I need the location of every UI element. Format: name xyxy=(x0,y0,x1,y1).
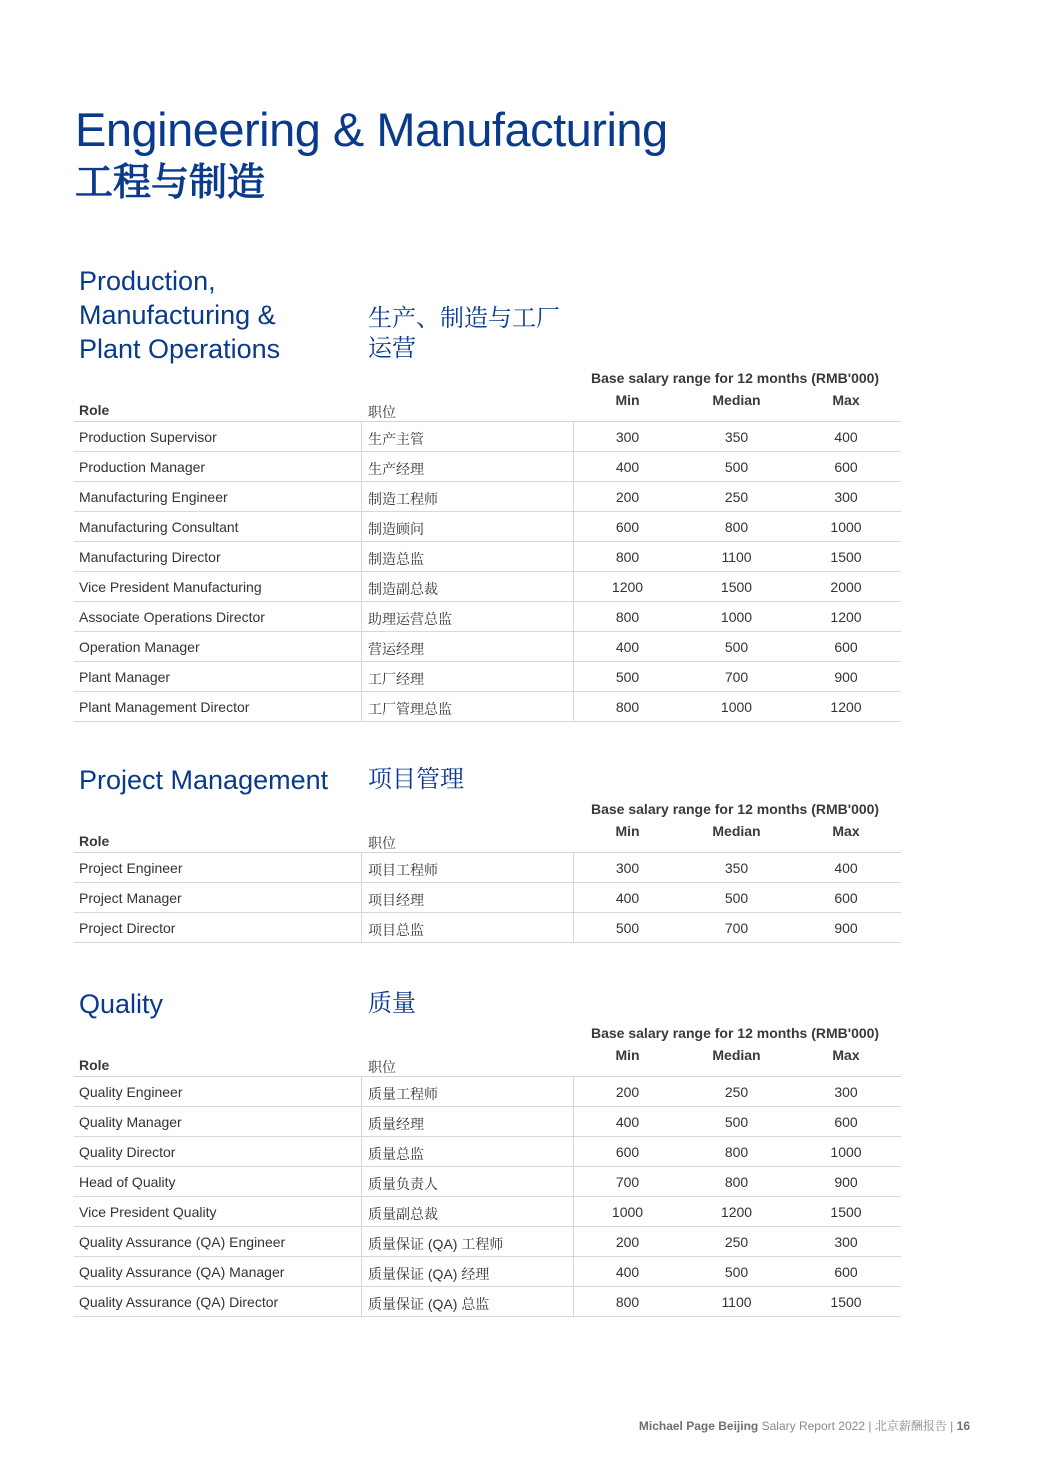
salary-table xyxy=(74,1047,901,1317)
cell-role-cn: 质量负责人 xyxy=(368,1176,438,1192)
cell-median: 1100 xyxy=(721,1294,752,1310)
salary-range-caption: Base salary range for 12 months (RMB'000) xyxy=(591,370,880,386)
cell-median: 500 xyxy=(724,1114,749,1130)
cell-min: 200 xyxy=(615,1084,640,1100)
cell-role: Head of Quality xyxy=(79,1174,176,1190)
cell-role-cn: 营运经理 xyxy=(368,641,424,657)
section-title-cn xyxy=(368,304,560,364)
footer-separator: | xyxy=(868,1419,872,1433)
table-row xyxy=(74,1137,901,1167)
cell-median: 500 xyxy=(724,1264,749,1280)
cell-role-cn: 项目总监 xyxy=(368,922,424,938)
cell-role: Vice President Manufacturing xyxy=(79,579,262,595)
section-title-cn-line: 项目管理 xyxy=(368,766,464,793)
table-row xyxy=(74,853,901,883)
cell-max: 1500 xyxy=(830,549,862,565)
cell-median: 800 xyxy=(724,1144,749,1160)
cell-role: Project Manager xyxy=(79,890,182,906)
cell-role: Operation Manager xyxy=(79,639,200,655)
table-row xyxy=(74,512,901,542)
cell-max: 1500 xyxy=(830,1294,862,1310)
cell-max: 900 xyxy=(834,669,858,685)
cell-max: 1200 xyxy=(830,699,862,715)
table-header xyxy=(74,392,901,422)
cell-min: 600 xyxy=(615,519,640,535)
table-row xyxy=(74,1167,901,1197)
section-title-en xyxy=(79,987,163,1021)
column-divider xyxy=(573,853,574,943)
cell-min: 300 xyxy=(615,429,640,445)
table-row xyxy=(74,542,901,572)
header-role: Role xyxy=(79,1057,110,1073)
cell-max: 400 xyxy=(834,429,858,445)
table-header xyxy=(74,1047,901,1077)
section-title-en xyxy=(79,264,280,366)
cell-min: 300 xyxy=(615,860,640,876)
table-row xyxy=(74,1107,901,1137)
cell-min: 800 xyxy=(615,1294,640,1310)
cell-median: 700 xyxy=(724,920,749,936)
salary-table xyxy=(74,392,901,722)
cell-role-cn: 项目工程师 xyxy=(368,862,438,878)
page-title-cn: 工程与制造 xyxy=(75,162,266,204)
header-min: Min xyxy=(615,392,640,408)
cell-median: 350 xyxy=(724,860,749,876)
table-row xyxy=(74,692,901,722)
header-max: Max xyxy=(832,1047,860,1063)
cell-max: 600 xyxy=(834,639,858,655)
cell-median: 250 xyxy=(724,489,749,505)
cell-min: 400 xyxy=(615,1114,640,1130)
table-row xyxy=(74,1287,901,1317)
cell-median: 250 xyxy=(724,1234,749,1250)
section-title-en xyxy=(79,763,328,797)
cell-role: Plant Manager xyxy=(79,669,171,685)
cell-max: 400 xyxy=(834,860,858,876)
section-title-cn xyxy=(368,765,464,795)
header-median: Median xyxy=(712,823,761,839)
cell-role-cn: 工厂经理 xyxy=(368,671,424,687)
cell-min: 1200 xyxy=(611,579,644,595)
cell-min: 800 xyxy=(615,549,640,565)
cell-max: 300 xyxy=(834,1234,858,1250)
column-divider xyxy=(573,1077,574,1317)
cell-max: 600 xyxy=(834,1264,858,1280)
column-divider xyxy=(361,422,362,722)
table-row xyxy=(74,1197,901,1227)
cell-role: Plant Management Director xyxy=(79,699,250,715)
cell-role: Associate Operations Director xyxy=(79,609,265,625)
cell-max: 300 xyxy=(834,489,858,505)
cell-role: Quality Assurance (QA) Director xyxy=(79,1294,279,1310)
cell-median: 1100 xyxy=(721,549,752,565)
table-row xyxy=(74,452,901,482)
cell-max: 600 xyxy=(834,890,858,906)
cell-min: 400 xyxy=(615,639,640,655)
cell-median: 1200 xyxy=(720,1204,753,1220)
footer-report-cn: 北京薪酬报告 xyxy=(874,1419,947,1433)
cell-role-cn: 质量工程师 xyxy=(368,1086,438,1102)
table-row xyxy=(74,482,901,512)
cell-min: 400 xyxy=(615,1264,640,1280)
cell-role-cn: 制造总监 xyxy=(368,551,424,567)
cell-max: 900 xyxy=(834,1174,858,1190)
column-divider xyxy=(361,1077,362,1317)
cell-role: Manufacturing Director xyxy=(79,549,221,565)
salary-table xyxy=(74,823,901,943)
cell-median: 350 xyxy=(724,429,749,445)
footer-separator: | xyxy=(950,1419,954,1433)
header-median: Median xyxy=(712,392,761,408)
cell-role-cn: 助理运营总监 xyxy=(368,611,452,627)
cell-role-cn: 制造副总裁 xyxy=(368,581,438,597)
cell-min: 200 xyxy=(615,489,640,505)
cell-role-cn: 工厂管理总监 xyxy=(368,701,452,717)
cell-max: 1000 xyxy=(830,519,862,535)
cell-median: 800 xyxy=(724,1174,749,1190)
footer-report: Salary Report 2022 xyxy=(761,1419,865,1433)
cell-min: 200 xyxy=(615,1234,640,1250)
header-max: Max xyxy=(832,823,860,839)
cell-median: 500 xyxy=(724,890,749,906)
header-role-cn: 职位 xyxy=(368,835,396,851)
cell-role-cn: 质量保证 (QA) 经理 xyxy=(368,1266,490,1282)
cell-min: 700 xyxy=(615,1174,640,1190)
table-row xyxy=(74,1227,901,1257)
cell-max: 1200 xyxy=(830,609,862,625)
cell-min: 500 xyxy=(615,920,640,936)
cell-role: Production Supervisor xyxy=(79,429,217,445)
cell-role: Vice President Quality xyxy=(79,1204,217,1220)
cell-max: 900 xyxy=(834,920,858,936)
header-role: Role xyxy=(79,833,110,849)
header-role-cn: 职位 xyxy=(368,1059,396,1075)
salary-range-caption: Base salary range for 12 months (RMB'000) xyxy=(591,801,880,817)
cell-role: Quality Director xyxy=(79,1144,176,1160)
cell-role: Quality Engineer xyxy=(79,1084,183,1100)
cell-min: 500 xyxy=(615,669,640,685)
cell-role-cn: 制造顾问 xyxy=(368,521,424,537)
table-row xyxy=(74,632,901,662)
cell-max: 1500 xyxy=(830,1204,862,1220)
section-title-cn-line: 运营 xyxy=(368,335,416,362)
cell-role-cn: 项目经理 xyxy=(368,892,424,908)
cell-median: 250 xyxy=(724,1084,749,1100)
cell-max: 1000 xyxy=(830,1144,862,1160)
cell-role-cn: 生产经理 xyxy=(368,461,424,477)
table-row xyxy=(74,1257,901,1287)
header-role: Role xyxy=(79,402,110,418)
table-row xyxy=(74,1077,901,1107)
cell-role-cn: 质量经理 xyxy=(368,1116,424,1132)
section-title-en-line: Quality xyxy=(79,989,164,1019)
footer-brand: Michael Page Beijing xyxy=(638,1419,759,1433)
cell-min: 400 xyxy=(615,890,640,906)
cell-max: 600 xyxy=(834,1114,858,1130)
cell-role: Quality Manager xyxy=(79,1114,182,1130)
cell-role: Quality Assurance (QA) Engineer xyxy=(79,1234,286,1250)
header-role-cn: 职位 xyxy=(368,404,396,420)
column-divider xyxy=(361,853,362,943)
cell-role-cn: 质量副总裁 xyxy=(368,1206,438,1222)
cell-role-cn: 质量总监 xyxy=(368,1146,424,1162)
section-title-en-line: Manufacturing & xyxy=(79,300,276,330)
cell-min: 600 xyxy=(615,1144,640,1160)
cell-role: Quality Assurance (QA) Manager xyxy=(79,1264,285,1280)
cell-role: Production Manager xyxy=(79,459,206,475)
header-min: Min xyxy=(615,823,640,839)
section-title-cn xyxy=(368,989,416,1019)
cell-role-cn: 质量保证 (QA) 工程师 xyxy=(368,1236,504,1252)
cell-median: 500 xyxy=(724,639,749,655)
table-row xyxy=(74,572,901,602)
cell-min: 800 xyxy=(615,609,640,625)
section-title-en-line: Plant Operations xyxy=(79,334,281,364)
section-title-cn-line: 质量 xyxy=(368,990,416,1017)
table-row xyxy=(74,913,901,943)
cell-median: 800 xyxy=(724,519,749,535)
cell-median: 1000 xyxy=(720,609,753,625)
column-divider xyxy=(573,422,574,722)
cell-role: Manufacturing Engineer xyxy=(79,489,228,505)
cell-role-cn: 质量保证 (QA) 总监 xyxy=(368,1296,490,1312)
cell-role: Project Director xyxy=(79,920,176,936)
cell-max: 2000 xyxy=(830,579,862,595)
cell-role-cn: 制造工程师 xyxy=(368,491,438,507)
section-title-en-line: Production, xyxy=(79,266,216,296)
cell-median: 700 xyxy=(724,669,749,685)
table-row xyxy=(74,602,901,632)
salary-range-caption: Base salary range for 12 months (RMB'000) xyxy=(591,1025,880,1041)
cell-median: 500 xyxy=(724,459,749,475)
cell-min: 1000 xyxy=(611,1204,644,1220)
section-title-en-line: Project Management xyxy=(79,765,329,795)
table-row xyxy=(74,422,901,452)
cell-median: 1500 xyxy=(720,579,753,595)
table-row xyxy=(74,883,901,913)
table-header xyxy=(74,823,901,853)
cell-min: 400 xyxy=(615,459,640,475)
cell-max: 300 xyxy=(834,1084,858,1100)
cell-median: 1000 xyxy=(720,699,753,715)
cell-max: 600 xyxy=(834,459,858,475)
cell-role: Project Engineer xyxy=(79,860,183,876)
cell-role-cn: 生产主管 xyxy=(368,431,424,447)
section-title-cn-line: 生产、制造与工厂 xyxy=(368,305,560,332)
header-max: Max xyxy=(832,392,860,408)
header-min: Min xyxy=(615,1047,640,1063)
cell-min: 800 xyxy=(615,699,640,715)
cell-role: Manufacturing Consultant xyxy=(79,519,239,535)
page-number: 16 xyxy=(956,1419,970,1433)
header-median: Median xyxy=(712,1047,761,1063)
page-footer xyxy=(639,1417,970,1434)
page-title: Engineering & Manufacturing xyxy=(75,103,668,156)
table-row xyxy=(74,662,901,692)
